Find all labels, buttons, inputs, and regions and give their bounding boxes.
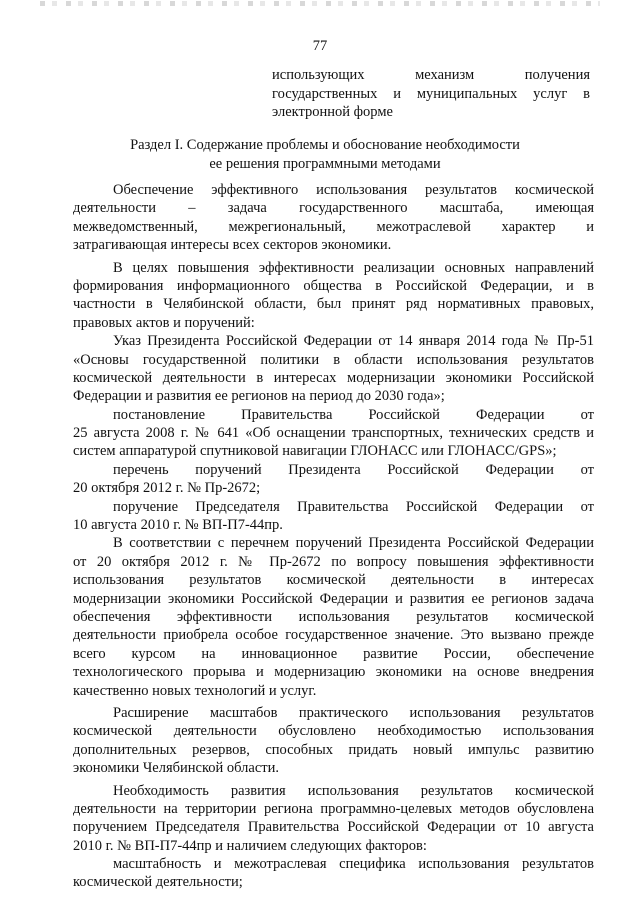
subtitle-line: электронной форме bbox=[272, 104, 393, 120]
paragraph-line: деятельности – задача государственного масштаба, имеющая bbox=[73, 200, 594, 217]
paragraph-line: качественно новых технологий и услуг. bbox=[73, 682, 317, 699]
paragraph-line: 10 августа 2010 г. № ВП-П7-44пр. bbox=[73, 517, 283, 534]
paragraph-line: Федерации и развития ее регионов на период до 2030 года»; bbox=[73, 388, 445, 405]
paragraph-line: В соответствии с перечнем поручений Президента Российской Федерации bbox=[113, 535, 594, 552]
paragraph-line: деятельности приобрела особое государственное значение. Это вызвано прежде bbox=[73, 627, 594, 644]
scan-artifact-top bbox=[40, 1, 600, 6]
paragraph-line: правовых актов и поручений: bbox=[73, 314, 255, 331]
paragraph-line: технологического прорыва и модернизацию экономики на основе внедрения bbox=[73, 664, 594, 681]
paragraph-line: деятельности на территории региона программно-целевых методов обусловлена bbox=[73, 800, 594, 817]
section-title-line: Раздел I. Содержание проблемы и обоснование необходимости bbox=[130, 137, 520, 153]
paragraph-line: Расширение масштабов практического использования результатов bbox=[113, 704, 594, 721]
paragraph-line: частности в Челябинской области, был принят ряд нормативных правовых, bbox=[73, 296, 594, 313]
paragraph-line: масштабность и межотраслевая специфика использования результатов bbox=[113, 856, 594, 873]
paragraph-line: «Основы государственной политики в области использования результатов bbox=[73, 351, 594, 368]
paragraph-line: использования результатов космической деятельности в интересах bbox=[73, 572, 594, 589]
paragraph-line: 25 августа 2008 г. № 641 «Об оснащении транспортных, технических средств и bbox=[73, 425, 594, 442]
paragraph-line: постановление Правительства Российской Федерации от bbox=[113, 406, 594, 423]
body-text bbox=[73, 181, 594, 892]
paragraph-line: обеспечения эффективности использования результатов космической bbox=[73, 608, 594, 625]
paragraph-line: В целях повышения эффективности реализации основных направлений bbox=[113, 259, 594, 276]
paragraph-line: дополнительных резервов, способных придать новый импульс развитию bbox=[73, 741, 594, 758]
paragraph-line: формирования информационного общества в Российской Федерации, и в bbox=[73, 277, 594, 294]
paragraph-line: межведомственный, межрегиональный, межотраслевой характер и bbox=[73, 218, 594, 235]
paragraph-line: космической деятельности обусловлено необходимостью использования bbox=[73, 723, 594, 740]
paragraph-line: от 20 октября 2012 г. № Пр-2672 по вопросу повышения эффективности bbox=[73, 553, 594, 570]
paragraph-line: поручение Председателя Правительства Российской Федерации от bbox=[113, 498, 594, 515]
section-title-line: ее решения программными методами bbox=[209, 155, 441, 172]
page-number: 77 bbox=[312, 38, 328, 54]
paragraph-line: поручением Председателя Правительства Российской Федерации от 10 августа bbox=[73, 819, 594, 836]
section-title bbox=[60, 136, 590, 173]
paragraph-line: 20 октября 2012 г. № Пр-2672; bbox=[73, 480, 261, 497]
paragraph-line: затрагивающая интересы всех секторов экономики. bbox=[73, 237, 392, 254]
paragraph-line: космической деятельности; bbox=[73, 874, 243, 891]
subtitle-line: государственных и муниципальных услуг в bbox=[272, 85, 590, 102]
paragraph-line: модернизации экономики Российской Федерации и развития ее регионов задача bbox=[73, 590, 594, 607]
subtitle-line: использующих механизм получения bbox=[272, 67, 590, 83]
paragraph-line: всего курсом на инновационное развитие России, обеспечение bbox=[73, 645, 594, 662]
paragraph-line: экономики Челябинской области. bbox=[73, 760, 280, 777]
paragraph-line: перечень поручений Президента Российской Федерации от bbox=[113, 461, 594, 478]
paragraph-line: систем аппаратурой спутниковой навигации ГЛОНАСС или ГЛОНАСС/GPS»; bbox=[73, 443, 557, 460]
paragraph-line: 2010 г. № ВП-П7-44пр и наличием следующих факторов: bbox=[73, 837, 427, 854]
subtitle-block bbox=[272, 66, 590, 122]
paragraph-line: Необходимость развития использования результатов космической bbox=[113, 782, 594, 799]
paragraph-line: Указ Президента Российской Федерации от 14 января 2014 года № Пр-51 bbox=[113, 333, 594, 350]
paragraph-line: Обеспечение эффективного использования результатов космической bbox=[113, 182, 594, 198]
paragraph-line: космической деятельности в интересах модернизации экономики Российской bbox=[73, 369, 594, 386]
